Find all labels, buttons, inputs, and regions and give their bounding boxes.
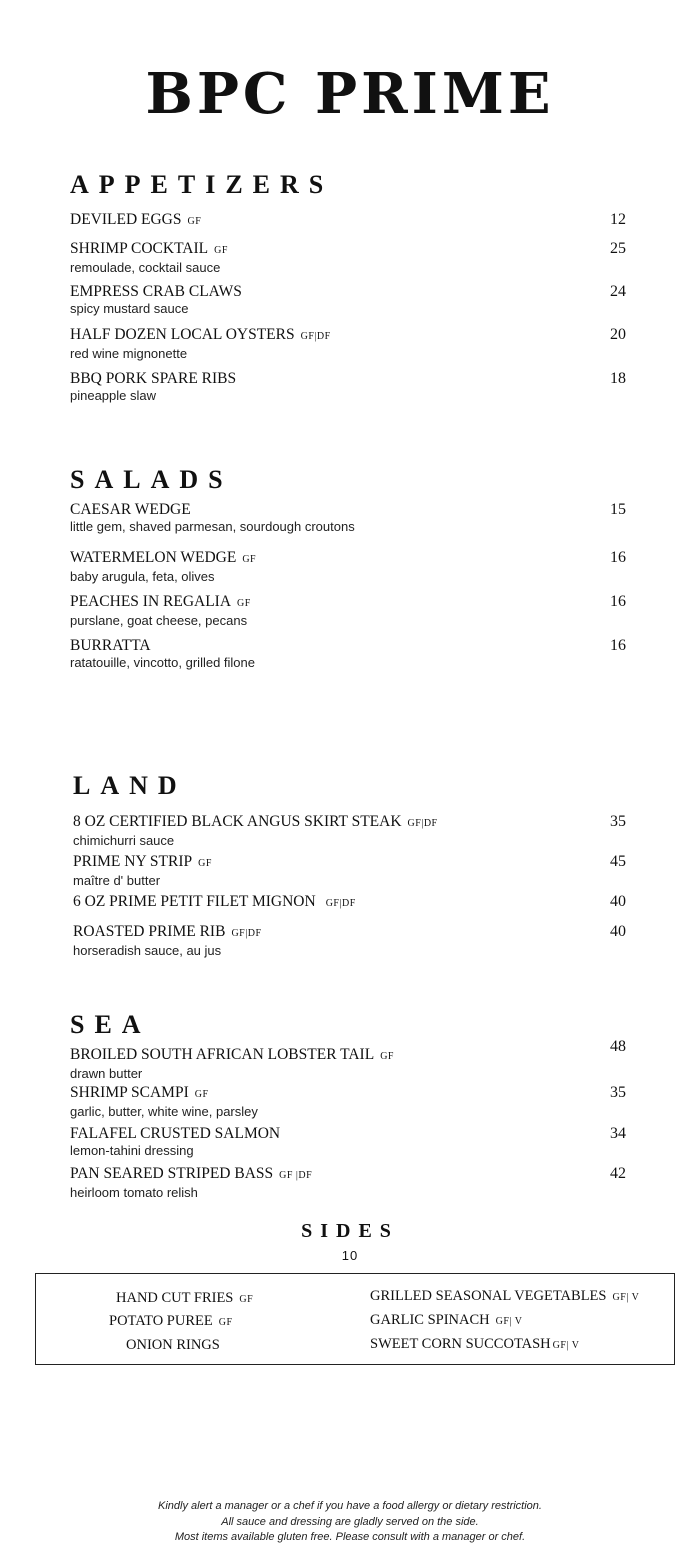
dietary-tag: GF|DF	[231, 928, 262, 939]
item-price: 35	[610, 813, 626, 830]
item-description: garlic, butter, white wine, parsley	[70, 1104, 258, 1119]
side-name: GRILLED SEASONAL VEGETABLES	[370, 1288, 607, 1304]
item-price: 15	[610, 501, 626, 518]
item-name: BBQ PORK SPARE RIBS	[70, 370, 237, 387]
dietary-tag: GF|DF	[407, 818, 438, 829]
allergy-notice	[0, 1499, 700, 1546]
menu-item	[73, 893, 626, 913]
menu-item	[73, 923, 626, 959]
footer-line: Kindly alert a manager or a chef if you have a food allergy or dietary restriction.	[158, 1500, 542, 1512]
item-name: 8 OZ CERTIFIED BLACK ANGUS SKIRT STEAK	[73, 813, 402, 830]
menu-item	[70, 326, 626, 362]
side-item	[370, 1311, 522, 1331]
item-price: 40	[610, 893, 626, 910]
menu-item	[70, 1084, 626, 1120]
item-description: ratatouille, vincotto, grilled filone	[70, 655, 255, 670]
item-description: maître d' butter	[73, 873, 161, 888]
menu-item	[70, 1165, 626, 1201]
item-name: HALF DOZEN LOCAL OYSTERS	[70, 326, 295, 343]
item-description: lemon-tahini dressing	[70, 1143, 194, 1158]
menu-item	[73, 813, 626, 849]
item-price: 48	[610, 1038, 626, 1055]
item-name: BURRATTA	[70, 637, 151, 654]
side-name: POTATO PUREE	[109, 1313, 213, 1329]
side-name: ONION RINGS	[126, 1337, 220, 1353]
dietary-tag: GF	[242, 554, 257, 565]
item-description: red wine mignonette	[70, 346, 188, 361]
item-description: little gem, shaved parmesan, sourdough croutons	[70, 519, 355, 534]
dietary-tag: GF	[237, 598, 251, 609]
item-price: 40	[610, 923, 626, 940]
menu-item	[70, 370, 626, 404]
item-description: spicy mustard sauce	[70, 301, 189, 316]
item-name: SHRIMP SCAMPI	[70, 1084, 189, 1101]
item-price: 45	[610, 853, 626, 870]
dietary-tag: GF| V	[612, 1292, 640, 1303]
side-name: HAND CUT FRIES	[116, 1290, 234, 1306]
salads-heading: SALADS	[70, 465, 233, 494]
dietary-tag: GF| V	[495, 1316, 523, 1327]
dietary-tag: GF	[239, 1294, 254, 1305]
side-name: GARLIC SPINACH	[370, 1312, 490, 1328]
dietary-tag: GF	[214, 245, 228, 256]
dietary-tag: GF	[380, 1051, 394, 1062]
item-name: PEACHES IN REGALIA	[70, 593, 232, 610]
item-name: SHRIMP COCKTAIL	[70, 240, 209, 257]
item-price: 16	[610, 549, 626, 566]
menu-item	[70, 240, 626, 276]
item-description: pineapple slaw	[70, 388, 157, 403]
item-description: remoulade, cocktail sauce	[70, 260, 221, 275]
menu-item	[70, 1038, 626, 1082]
side-item	[109, 1312, 233, 1332]
item-name: ROASTED PRIME RIB	[73, 923, 226, 940]
sides-box	[35, 1273, 675, 1365]
menu-item	[70, 593, 626, 629]
item-price: 18	[610, 370, 626, 387]
dietary-tag: GF	[218, 1317, 233, 1328]
item-name: WATERMELON WEDGE	[70, 549, 237, 566]
dietary-tag: GF|DF	[300, 331, 331, 342]
footer-line: All sauce and dressing are gladly served on the side.	[221, 1515, 479, 1528]
sea-heading: SEA	[70, 1010, 151, 1039]
item-name: CAESAR WEDGE	[70, 501, 191, 518]
sides-price: 10	[341, 1248, 359, 1263]
appetizers-heading: APPETIZERS	[70, 170, 334, 199]
item-description: chimichurri sauce	[73, 833, 175, 848]
item-price: 12	[610, 211, 626, 228]
item-description: horseradish sauce, au jus	[73, 943, 222, 958]
menu-item	[70, 1125, 626, 1159]
sides-heading: SIDES	[301, 1220, 399, 1242]
item-name: FALAFEL CRUSTED SALMON	[70, 1125, 281, 1142]
item-price: 34	[610, 1125, 626, 1142]
dietary-tag: GF |DF	[279, 1170, 313, 1181]
item-price: 35	[610, 1084, 626, 1101]
menu-item	[70, 549, 626, 585]
land-heading: LAND	[73, 771, 187, 800]
item-price: 20	[610, 326, 626, 343]
item-name: PAN SEARED STRIPED BASS	[70, 1165, 274, 1182]
item-name: PRIME NY STRIP	[73, 853, 193, 870]
side-name: SWEET CORN SUCCOTASH	[370, 1336, 551, 1352]
item-price: 24	[610, 283, 626, 300]
menu-item	[70, 211, 626, 231]
item-name: EMPRESS CRAB CLAWS	[70, 283, 242, 300]
menu-item	[70, 637, 626, 671]
side-item	[370, 1335, 579, 1355]
menu-item	[70, 283, 626, 317]
side-item	[126, 1336, 220, 1354]
item-description: drawn butter	[70, 1066, 143, 1081]
menu-item	[70, 501, 626, 535]
item-name: DEVILED EGGS	[70, 211, 182, 228]
menu-item	[73, 853, 626, 889]
item-description: purslane, goat cheese, pecans	[70, 613, 248, 628]
dietary-tag: GF	[198, 858, 212, 869]
item-price: 42	[610, 1165, 626, 1182]
dietary-tag: GF	[194, 1089, 209, 1100]
side-item	[116, 1289, 253, 1309]
dietary-tag: GF|DF	[325, 898, 356, 909]
item-description: heirloom tomato relish	[70, 1185, 198, 1200]
item-price: 25	[610, 240, 626, 257]
item-name: BROILED SOUTH AFRICAN LOBSTER TAIL	[70, 1046, 375, 1063]
side-item	[370, 1287, 639, 1307]
item-description: baby arugula, feta, olives	[70, 569, 215, 584]
footer-line: Most items available gluten free. Please consult with a manager or chef.	[174, 1531, 526, 1543]
dietary-tag: GF| V	[552, 1340, 580, 1351]
item-price: 16	[610, 593, 626, 610]
item-name: 6 OZ PRIME PETIT FILET MIGNON	[73, 893, 316, 910]
item-price: 16	[610, 637, 626, 654]
dietary-tag: GF	[187, 216, 202, 227]
restaurant-title: BPC PRIME	[145, 61, 555, 127]
